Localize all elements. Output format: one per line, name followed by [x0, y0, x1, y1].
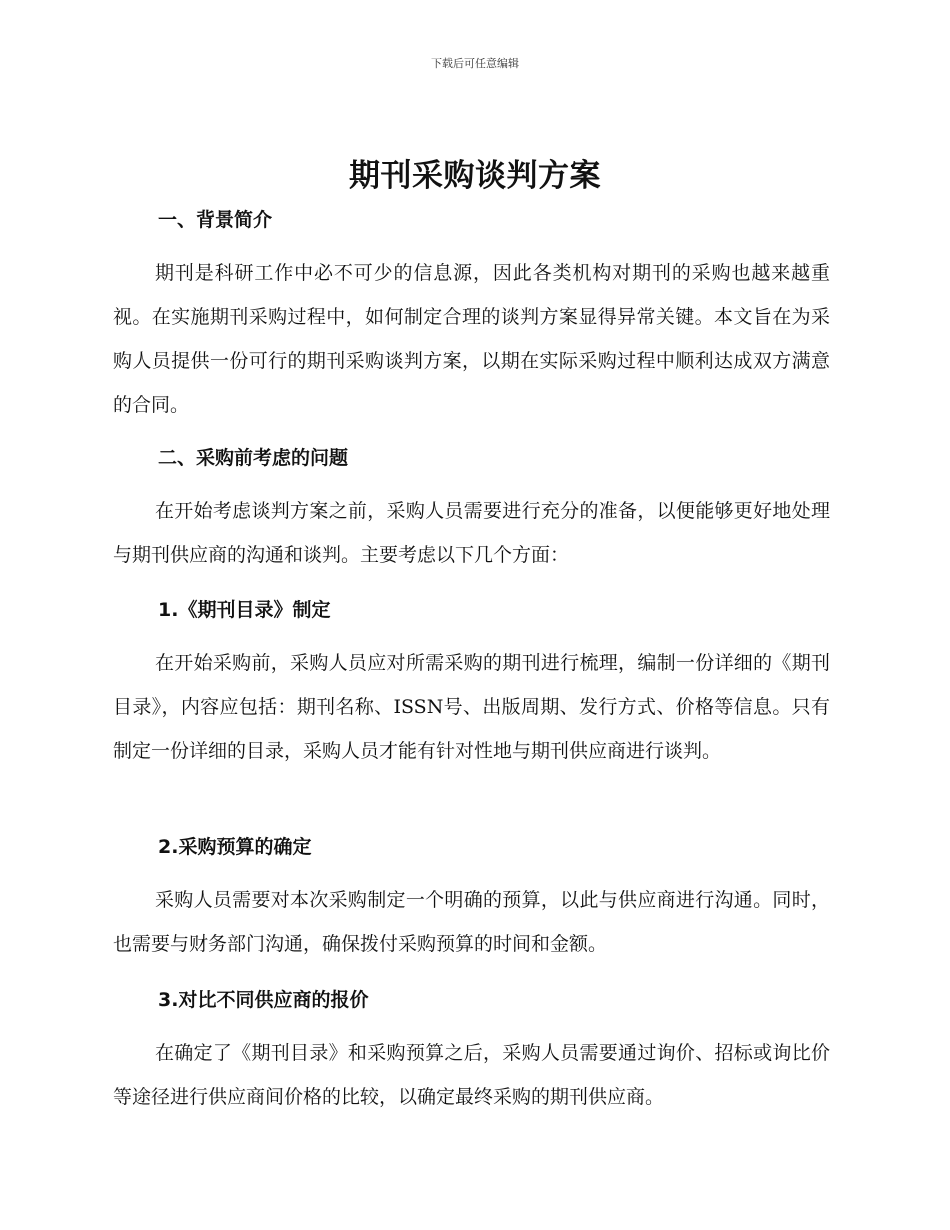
- section-heading-pre-purchase-issues: 二、采购前考虑的问题: [158, 447, 349, 469]
- section-paragraph-budget: 采购人员需要对本次采购制定一个明确的预算，以此与供应商进行沟通。同时，也需要与财务部门沟通，确保拨付采购预算的时间和金额。: [113, 889, 830, 955]
- section-heading-supplier-quotes: 3.对比不同供应商的报价: [158, 989, 369, 1011]
- section-heading-budget: 2.采购预算的确定: [158, 836, 312, 858]
- section-paragraph-journal-catalog: 在开始采购前，采购人员应对所需采购的期刊进行梳理，编制一份详细的《期刊目录》，内容应包括：期刊名称、ISSN号、出版周期、发行方式、价格等信息。只有制定一份详细的目录，采购人员才能有针对性地与期刊供应商进行谈判。: [113, 652, 830, 762]
- section-heading-journal-catalog: 1.《期刊目录》制定: [158, 599, 331, 621]
- section-heading-background: 一、背景简介: [158, 209, 273, 231]
- header-note: 下载后可任意编辑: [431, 57, 519, 70]
- section-paragraph-pre-purchase-issues: 在开始考虑谈判方案之前，采购人员需要进行充分的准备，以便能够更好地处理与期刊供应商的沟通和谈判。主要考虑以下几个方面：: [113, 500, 830, 566]
- section-paragraph-background: 期刊是科研工作中必不可少的信息源，因此各类机构对期刊的采购也越来越重视。在实施期刊采购过程中，如何制定合理的谈判方案显得异常关键。本文旨在为采购人员提供一份可行的期刊采购谈判方案，以期在实际采购过程中顺利达成双方满意的合同。: [113, 262, 830, 416]
- section-paragraph-supplier-quotes: 在确定了《期刊目录》和采购预算之后，采购人员需要通过询价、招标或询比价等途径进行供应商间价格的比较，以确定最终采购的期刊供应商。: [113, 1042, 830, 1108]
- document-title: 期刊采购谈判方案: [349, 158, 601, 194]
